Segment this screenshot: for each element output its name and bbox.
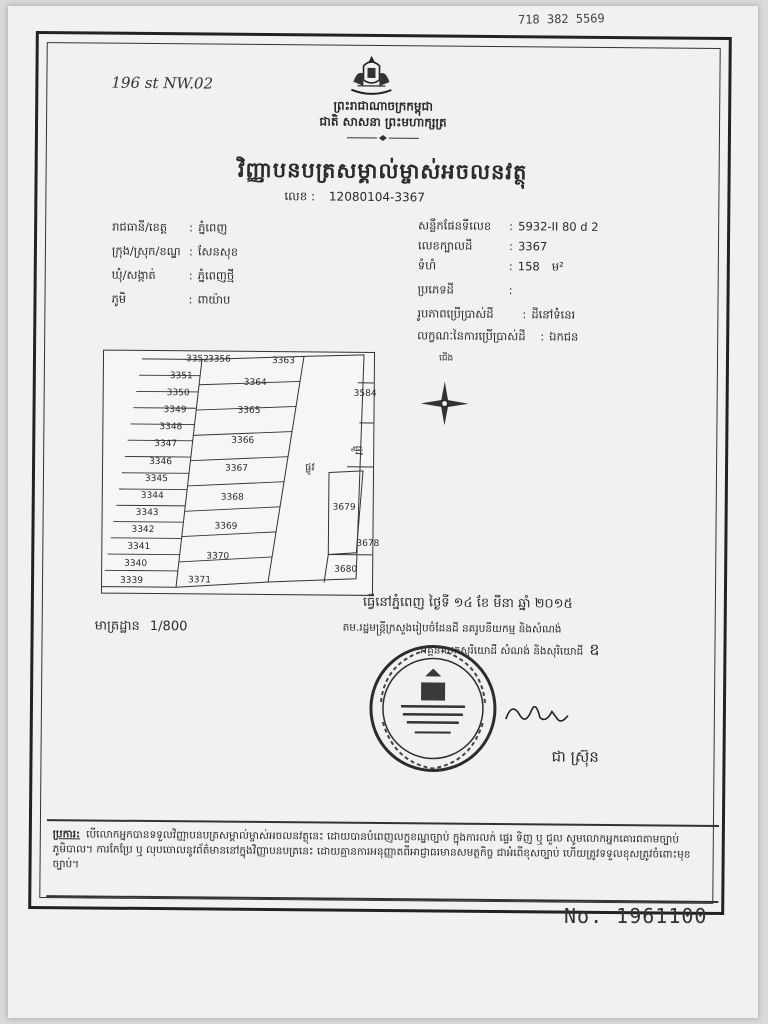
parcel-boundary-line — [111, 538, 182, 539]
field-land-use-character: លក្ខណៈនៃការប្រើប្រាស់ដី : ឯកជន — [417, 328, 578, 346]
kingdom-name: ព្រះរាជាណាចក្រកម្ពុជា — [333, 98, 433, 114]
handwritten-signature — [502, 697, 572, 728]
parcel-label: 3339 — [120, 575, 143, 586]
field-label: លេខក្បាលដី — [417, 238, 473, 253]
field-label: ប្រភេទដី — [417, 282, 454, 297]
field-province: រាជធានី/ខេត្ត : ភ្នំពេញ — [112, 220, 227, 238]
field-value: ដីនៅទំនេរ — [531, 307, 576, 322]
parcel-label: 3341 — [127, 541, 151, 552]
field-land-use-picture: រូបភាពប្រើប្រាស់ដី : ដីនៅទំនេរ — [417, 306, 575, 324]
north-arrow-icon — [410, 361, 479, 436]
field-label: ឃុំ/សង្កាត់ — [111, 267, 156, 283]
certificate-number-row — [284, 188, 435, 207]
field-commune: ឃុំ/សង្កាត់ : ភ្នំពេញថ្មី — [112, 268, 235, 286]
parcel-label-subject: 3367 — [224, 463, 248, 474]
field-value: សែនសុខ — [197, 244, 239, 259]
top-handwritten-number: 718 382 5569 — [517, 11, 605, 27]
parcel-boundary-line — [119, 489, 187, 490]
signer-name: ជា ស្រ៊ុន — [551, 747, 599, 766]
parcel-label: 3366 — [231, 435, 255, 446]
field-value: 5932-II 80 d 2 — [518, 219, 599, 234]
field-value: ភ្នំពេញថ្មី — [197, 268, 235, 283]
parcel-boundary-line — [113, 522, 183, 523]
parcel-label: 3584 — [353, 388, 377, 399]
field-area: ទំហំ : 158 ម² — [418, 258, 564, 276]
field-value: ពាយ៉ាប — [197, 292, 231, 307]
parcel-boundary-line — [188, 481, 284, 487]
scale-value: 1/800 — [149, 618, 188, 635]
notice-text: បើលោកអ្នកបានទទួលវិញ្ញាបនបត្រសម្គាល់ម្ចាស់អចលនវត្ថុនេះ ដោយបានបំពេញលក្ខខណ្ឌច្បាប់ ក្នុងការលក់ ផ្ទេរ ទិញ ឬ ជួល សូមលោកអ្នកគោរពតាមច្បាប់ភូមិបាល។ ការកែប្រែ ឬ លុបចោលនូវព័ត៌មាននៅក្នុងវិញ្ញាបនបត្រនេះ ដោយគ្មានការអនុញ្ញាតពីអាជ្ញាធរមានសមត្ថកិច្ច ជាអំពើខុសច្បាប់ ហើយត្រូវទទួលខុសត្រូវចំពោះមុខច្បាប់។ — [52, 828, 691, 871]
certificate-inner-frame — [39, 42, 720, 904]
field-value: 3367 — [517, 239, 548, 254]
certificate-frame — [28, 31, 732, 915]
office-mark: ឧ — [589, 639, 600, 659]
parcel-label: 3365 — [237, 405, 261, 416]
map-scale — [95, 618, 188, 638]
field-district: ក្រុង/ស្រុក/ខណ្ឌ : សែនសុខ — [112, 244, 238, 262]
parcel-label: 3368 — [220, 492, 244, 503]
parcel-label: 3343 — [135, 507, 159, 519]
parcel-boundary-line — [116, 505, 185, 506]
national-motto: ជាតិ សាសនា ព្រះមហាក្សត្រ — [319, 114, 447, 130]
parcel-label: 3680 — [334, 564, 358, 575]
serial-number: No. 1961100 — [564, 904, 708, 928]
parcel-label: 3371 — [188, 575, 212, 586]
parcel-label: 3351 — [169, 371, 193, 382]
field-label: រាជធានី/ខេត្ត — [112, 219, 168, 235]
field-value: ភ្នំពេញ — [198, 220, 228, 235]
parcel-label: 3345 — [144, 473, 168, 485]
office-line-1: តម.រដ្ឋមន្ត្រីក្រសួងរៀបចំដែនដី នគរូបនីយកម្ម និងសំណង់ — [342, 621, 562, 636]
parcel-label: 3350 — [166, 388, 190, 399]
field-label: ក្រុង/ស្រុក/ខណ្ឌ — [111, 243, 181, 259]
parcel-label: 3342 — [131, 524, 155, 536]
handwritten-note: 196 st NW.02 — [111, 73, 214, 93]
parcel-label: 3340 — [124, 558, 148, 569]
field-map-sheet: សន្លឹកផែនទីលេខ : 5932-II 80 d 2 — [418, 218, 599, 237]
parcel-label: 3678 — [356, 538, 380, 549]
parcel-boundary-line — [190, 456, 288, 462]
field-value: ឯកជន — [549, 329, 579, 344]
issue-date-line: ធ្វើនៅភ្នំពេញ ថ្ងៃទី ១៤ ខែ មីនា ឆ្នាំ ២០១៥ — [362, 594, 573, 612]
field-label: រូបភាពប្រើប្រាស់ដី — [417, 306, 494, 321]
parcel-boundary-line — [182, 531, 276, 537]
certificate-title: វិញ្ញាបនបត្រសម្គាល់ម្ចាស់អចលនវត្ថុ — [237, 157, 528, 185]
notice-label: ប្រការ: — [52, 828, 81, 841]
scale-label: មាត្រដ្ឋាន — [94, 618, 140, 634]
field-parcel-number: លេខក្បាលដី : 3367 — [418, 238, 547, 256]
parcel-label-top-small: 3356 — [207, 354, 231, 365]
parcel-label: 3346 — [149, 456, 173, 468]
field-label: សន្លឹកផែនទីលេខ — [418, 218, 492, 233]
field-unit: ម² — [551, 259, 564, 274]
north-label: ជើង — [438, 353, 454, 364]
certificate-number-label: លេខ : — [284, 189, 316, 204]
certificate-notice — [46, 819, 719, 903]
parcel-label: 3679 — [332, 502, 356, 513]
parcel-label-top: 3352 — [185, 354, 209, 365]
parcel-label: 3363 — [271, 356, 295, 367]
parcel-label: 3364 — [243, 377, 267, 389]
field-label: លក្ខណៈនៃការប្រើប្រាស់ដី — [417, 328, 526, 344]
parcel-map — [101, 350, 380, 596]
field-land-type: ប្រភេទដី : — [418, 282, 518, 300]
parcel-boundary-line — [108, 554, 180, 555]
parcel-label: 3369 — [214, 521, 238, 532]
parcel-label: 3348 — [159, 422, 183, 433]
office-line-2: អគ្គនាយកសុរិយោដី សំណង់ និងសុរិយោដី ឧ — [420, 639, 600, 659]
parcel-label: 3349 — [163, 405, 187, 416]
parcel-boundary-line — [185, 506, 280, 512]
parcel-boundary-line — [105, 570, 178, 571]
field-village: ភូមិ : ពាយ៉ាប — [111, 292, 230, 310]
kingdom-header — [47, 95, 719, 149]
official-seal-stamp — [364, 642, 503, 775]
certificate-number-value: 12080104-3367 — [328, 189, 425, 205]
field-label: ភូមិ — [111, 291, 127, 306]
field-label: ទំហំ — [417, 258, 437, 273]
certificate-page — [8, 6, 758, 1018]
parcel-label: 3347 — [154, 439, 178, 450]
parcel-label: 3344 — [140, 490, 164, 502]
royal-emblem-icon — [343, 52, 399, 98]
parcel-label: 3370 — [206, 551, 230, 562]
road-label: ផ្លូវ — [304, 462, 315, 474]
field-value: 158 — [517, 259, 540, 274]
road-label: ផ្លូវ — [352, 445, 364, 456]
ornament-divider-icon — [343, 134, 423, 143]
